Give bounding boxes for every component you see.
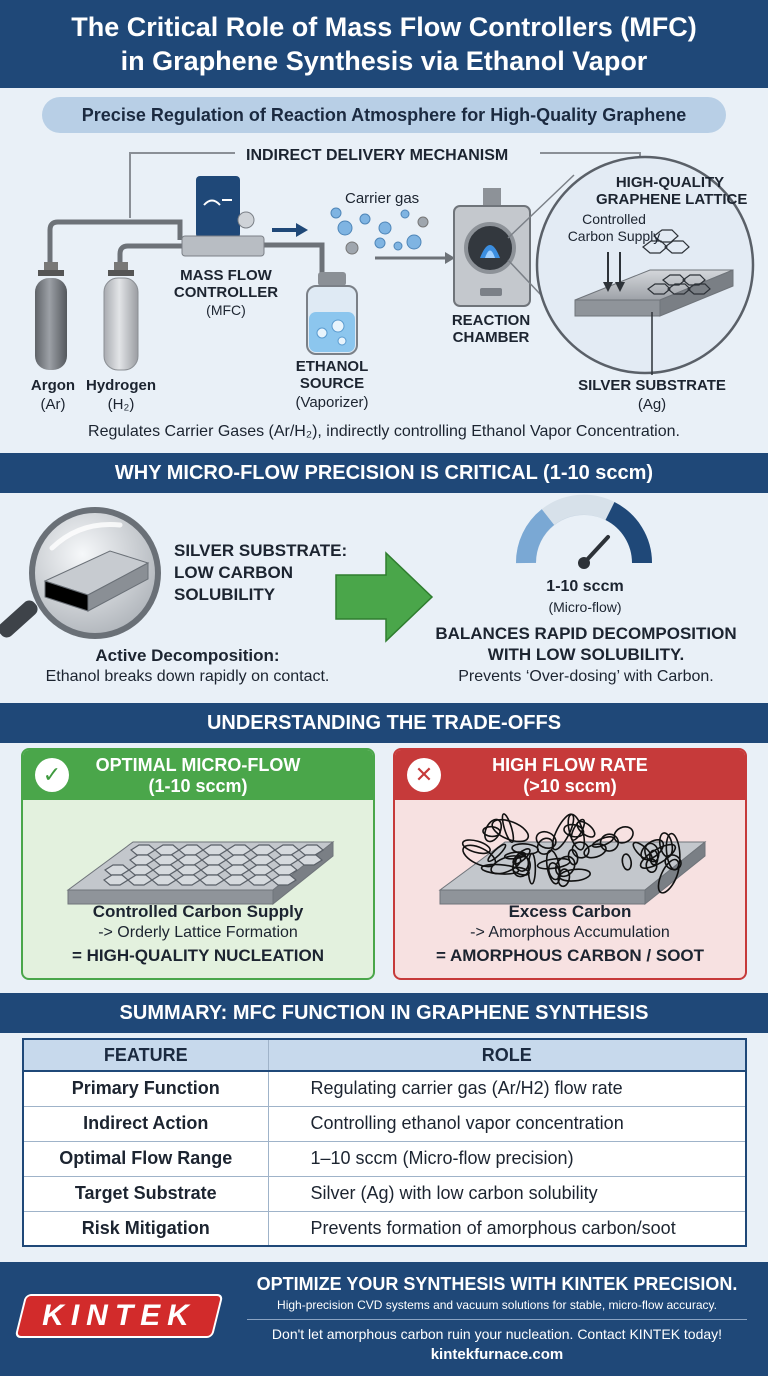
- high-flow-line3: = AMORPHOUS CARBON / SOOT: [435, 946, 705, 965]
- precision-heading: WHY MICRO-FLOW PRECISION IS CRITICAL (1-10 sccm): [0, 453, 768, 493]
- feature-cell: Primary Function: [23, 1071, 268, 1106]
- overdose-text: Prevents ‘Over-dosing’ with Carbon.: [458, 668, 714, 685]
- role-cell: Prevents formation of amorphous carbon/soot: [268, 1211, 746, 1246]
- summary-table: [22, 1038, 747, 1247]
- mfc-label-line1: MASS FLOW: [180, 267, 272, 284]
- table-row: [23, 1106, 746, 1141]
- controlled-supply-line1: Controlled: [582, 211, 646, 227]
- optimal-flow-range: (1-10 sccm): [148, 776, 248, 796]
- flow-gauge-icon: [526, 505, 642, 569]
- feature-cell: Risk Mitigation: [23, 1211, 268, 1246]
- hydrogen-cylinder-icon: [104, 262, 138, 370]
- controlled-supply-line2: Carbon Supply: [567, 228, 661, 244]
- soot-covered-plate: [395, 808, 745, 908]
- high-flow-header: [395, 750, 745, 800]
- optimal-line1: Controlled Carbon Supply: [92, 902, 304, 921]
- mechanism-heading: INDIRECT DELIVERY MECHANISM: [246, 147, 509, 164]
- table-row: [23, 1071, 746, 1106]
- optimal-line2: -> Orderly Lattice Formation: [98, 924, 298, 941]
- page-title-line1: The Critical Role of Mass Flow Controllers (MFC): [71, 12, 697, 42]
- optimal-flow-title: OPTIMAL MICRO-FLOW: [95, 755, 301, 775]
- ethanol-label: [282, 358, 382, 392]
- decomposition-title: Active Decomposition:: [95, 646, 280, 665]
- mfc-abbr: (MFC): [206, 302, 246, 318]
- optimal-line3: = HIGH-QUALITY NUCLEATION: [71, 946, 324, 965]
- decomposition-text: Ethanol breaks down rapidly on contact.: [45, 668, 330, 685]
- footer-sub: High-precision CVD systems and vacuum solutions for stable, micro-flow accuracy.: [277, 1298, 717, 1312]
- soot-scribble: [482, 817, 505, 844]
- footer-divider: [247, 1319, 747, 1320]
- check-icon: ✓: [35, 758, 69, 792]
- table-row: [23, 1141, 746, 1176]
- table-row: [23, 1176, 746, 1211]
- silver-solubility-label: [174, 540, 347, 606]
- role-cell: 1–10 sccm (Micro-flow precision): [268, 1141, 746, 1176]
- ethanol-sub: (Vaporizer): [295, 394, 369, 411]
- optimal-flow-card: [21, 748, 375, 980]
- footer-headline: OPTIMIZE YOUR SYNTHESIS WITH KINTEK PRECISION.: [256, 1274, 738, 1294]
- chamber-label-line1: REACTION: [451, 312, 531, 329]
- hydrogen-symbol: (H₂): [107, 396, 135, 413]
- silver-solubility-line3: SOLUBILITY: [174, 585, 276, 604]
- column-header-role: ROLE: [268, 1039, 746, 1071]
- feature-cell: Indirect Action: [23, 1106, 268, 1141]
- tradeoffs-heading: UNDERSTANDING THE TRADE-OFFS: [0, 703, 768, 743]
- lattice-label-line2: GRAPHENE LATTICE: [596, 191, 748, 208]
- page-title-line2: in Graphene Synthesis via Ethanol Vapor: [120, 46, 648, 76]
- mfc-device-icon: [182, 176, 264, 256]
- footer-url[interactable]: kintekfurnace.com: [430, 1346, 564, 1363]
- high-flow-range: (>10 sccm): [523, 776, 617, 796]
- kintek-logo[interactable]: [15, 1294, 224, 1338]
- argon-cylinder-icon: [35, 262, 67, 370]
- gauge-sub: (Micro-flow): [548, 599, 622, 615]
- subtitle-pill: Precise Regulation of Reaction Atmosphere for High-Quality Graphene: [42, 97, 726, 133]
- summary-heading: SUMMARY: MFC FUNCTION IN GRAPHENE SYNTHESIS: [0, 993, 768, 1033]
- hydrogen-label: Hydrogen: [85, 377, 156, 394]
- role-cell: Silver (Ag) with low carbon solubility: [268, 1176, 746, 1211]
- column-header-feature: FEATURE: [23, 1039, 268, 1071]
- ethanol-bottle-icon: [307, 272, 357, 354]
- feature-cell: Target Substrate: [23, 1176, 268, 1211]
- chamber-label-line2: CHAMBER: [452, 329, 530, 346]
- ordered-lattice-plate: [23, 808, 373, 908]
- controlled-supply-label: [558, 211, 670, 245]
- high-flow-line2: -> Amorphous Accumulation: [470, 924, 670, 941]
- silver-solubility-line2: LOW CARBON: [174, 563, 293, 582]
- balance-line1: BALANCES RAPID DECOMPOSITION: [435, 624, 737, 643]
- argon-symbol: (Ar): [40, 396, 66, 413]
- mechanism-caption: Regulates Carrier Gases (Ar/H₂), indirectly controlling Ethanol Vapor Concentration.: [88, 423, 680, 440]
- chamber-label: [440, 312, 542, 346]
- role-cell: Controlling ethanol vapor concentration: [268, 1106, 746, 1141]
- table-header-row: [23, 1039, 746, 1071]
- vapor-bubbles: [331, 208, 428, 254]
- ethanol-label-line1: ETHANOL: [295, 358, 369, 375]
- balance-line2: WITH LOW SOLUBILITY.: [487, 645, 685, 664]
- cross-icon: ✕: [407, 758, 441, 792]
- mfc-label-line2: CONTROLLER: [173, 284, 279, 301]
- balance-text: [420, 623, 752, 665]
- gauge-value: 1-10 sccm: [546, 578, 624, 595]
- kintek-logo-text: KINTEK: [42, 1299, 196, 1332]
- green-arrow-icon: [336, 553, 432, 641]
- lattice-label: [596, 174, 748, 208]
- silver-solubility-line1: SILVER SUBSTRATE:: [174, 541, 348, 560]
- soot-scribble: [500, 813, 515, 843]
- carrier-gas-label: Carrier gas: [345, 190, 420, 207]
- substrate-label: SILVER SUBSTRATE: [578, 377, 726, 394]
- magnifier-icon: [0, 510, 158, 640]
- high-flow-card: [393, 748, 747, 980]
- feature-cell: Optimal Flow Range: [23, 1141, 268, 1176]
- high-flow-title: HIGH FLOW RATE: [492, 755, 648, 775]
- lattice-label-line1: HIGH-QUALITY: [615, 174, 725, 191]
- substrate-symbol: (Ag): [637, 396, 667, 413]
- role-cell: Regulating carrier gas (Ar/H2) flow rate: [268, 1071, 746, 1106]
- high-flow-line1: Excess Carbon: [508, 902, 632, 921]
- reaction-chamber-icon: [454, 188, 530, 306]
- ethanol-label-line2: SOURCE: [299, 375, 365, 392]
- table-row: [23, 1211, 746, 1246]
- argon-label: Argon: [30, 377, 76, 394]
- optimal-flow-header: [23, 750, 373, 800]
- footer-cta: Don't let amorphous carbon ruin your nucleation. Contact KINTEK today!: [271, 1326, 723, 1342]
- mfc-label: [166, 267, 286, 301]
